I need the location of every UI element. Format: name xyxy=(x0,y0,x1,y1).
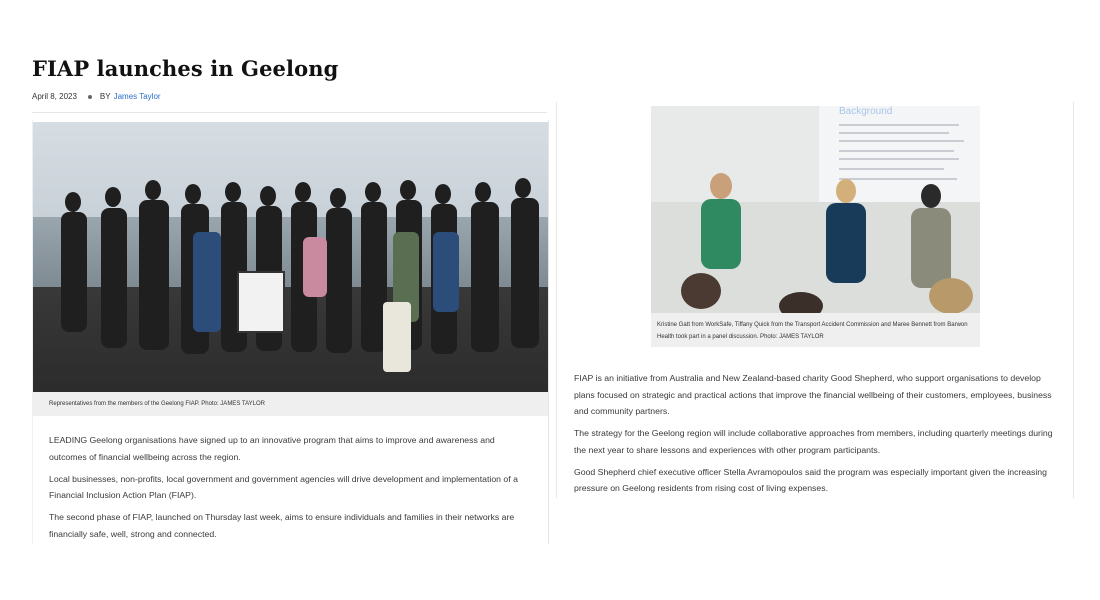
paragraph: The second phase of FIAP, launched on Thursday last week, aims to ensure individuals and families in their networks are financially safe, well, strong and connected. xyxy=(49,512,515,539)
right-article-card xyxy=(556,102,1074,498)
byline-label: BY xyxy=(99,92,111,101)
left-article-card xyxy=(32,120,549,544)
paragraph: LEADING Geelong organisations have signed up to an innovative program that aims to improve and awareness and outcomes of financial wellbeing across the region. xyxy=(49,435,495,462)
article-meta xyxy=(32,92,161,101)
group-photo-people xyxy=(53,162,548,392)
right-body-text xyxy=(574,370,1054,502)
article-title: FIAP launches in Geelong xyxy=(32,56,339,81)
photo-caption: Representatives from the members of the Geelong FIAP. Photo: JAMES TAYLOR xyxy=(33,392,548,416)
author-link[interactable]: James Taylor xyxy=(113,92,161,101)
panel-photo xyxy=(651,106,980,313)
divider xyxy=(32,112,547,113)
paragraph: Local businesses, non-profits, local government and government agencies will drive development and implementation of a Financial Inclusion Action Plan (FIAP). xyxy=(49,473,518,500)
screen-heading: Background xyxy=(839,106,893,117)
article-date: April 8, 2023 xyxy=(32,92,77,101)
paragraph: FIAP is an initiative from Australia and New Zealand-based charity Good Shepherd, who support organisations to develop plans focused on strategic and practical actions that improve the financial wellbeing of their customers, employees, business and community partners. xyxy=(574,373,1052,416)
left-body-text xyxy=(49,432,529,548)
separator-dot-icon xyxy=(88,95,92,99)
photo-caption: Kristine Gatt from WorkSafe, Tiffany Quick from the Transport Accident Commission and Maree Bennett from Barwon Health took part in a panel discussion. Photo: JAMES TAYLOR xyxy=(651,313,980,347)
panel-speakers xyxy=(651,106,980,313)
paragraph: The strategy for the Geelong region will include collaborative approaches from members, including quarterly meetings during the next year to share lessons and experiences with other program participants. xyxy=(574,428,1053,455)
group-photo xyxy=(33,122,548,392)
paragraph: Good Shepherd chief executive officer Stella Avramopoulos said the program was especially important given the increasing pressure on Geelong residents from rising cost of living expenses. xyxy=(574,466,1047,493)
